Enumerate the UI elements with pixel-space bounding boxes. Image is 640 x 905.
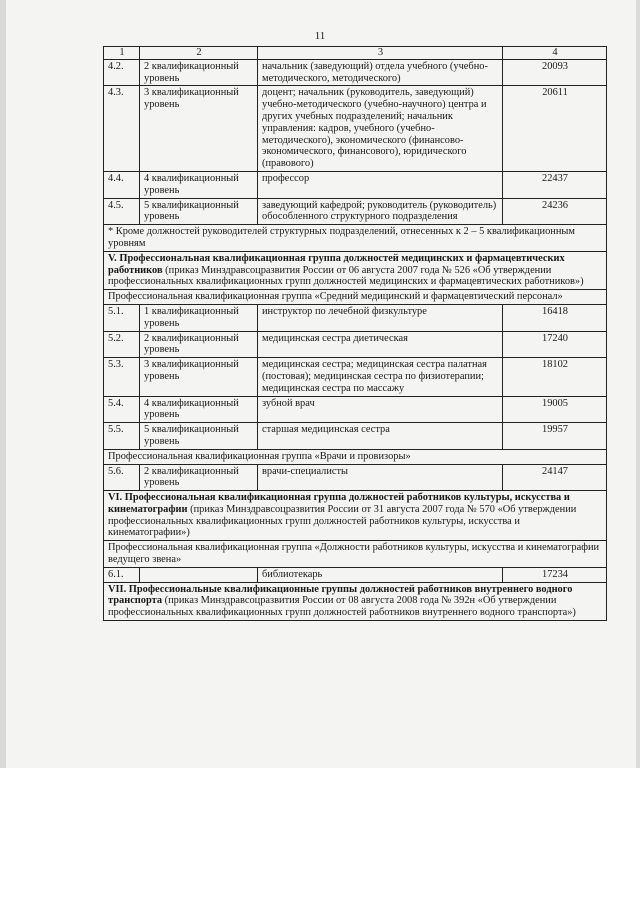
- position-title: библиотекарь: [258, 567, 503, 582]
- section-title: VII. Профессиональные квалификационные группы должностей работников внутреннего водного транспорта: [108, 583, 573, 607]
- position-title: доцент; начальник (руководитель, заведующий) учебно-методического (учебно-научного) центра и других учебных подразделений; начальник управления: кадров, учебного (учебно-методического), экономического (финансово-экономического, финансового), юридического (правового): [258, 86, 503, 172]
- qualification-level: 3 квалификационный уровень: [140, 358, 258, 396]
- salary-value: 20093: [503, 59, 607, 86]
- row-number: 6.1.: [104, 567, 140, 582]
- section-heading-row: [104, 491, 607, 541]
- salary-table: [103, 46, 607, 621]
- table-row: [104, 171, 607, 198]
- salary-value: 17234: [503, 567, 607, 582]
- qualification-level: 2 квалификационный уровень: [140, 464, 258, 491]
- group-heading: Профессиональная квалификационная группа «Врачи и провизоры»: [104, 449, 607, 464]
- header-cell: 2: [140, 47, 258, 60]
- table-row: [104, 304, 607, 331]
- row-number: 5.6.: [104, 464, 140, 491]
- salary-value: 19005: [503, 396, 607, 423]
- table-row: [104, 86, 607, 172]
- position-title: медицинская сестра диетическая: [258, 331, 503, 358]
- table-header-row: [104, 47, 607, 60]
- section-order-ref: (приказ Минздравсоцразвития России от 31 августа 2007 года № 570 «Об утверждении профессиональных квалификационных групп должностей работников культуры, искусства и кинематографии»): [108, 503, 577, 539]
- qualification-level: 5 квалификационный уровень: [140, 198, 258, 225]
- section-heading-row: [104, 251, 607, 289]
- footnote: * Кроме должностей руководителей структурных подразделений, отнесенных к 2 – 5 квалификационным уровням: [104, 225, 607, 252]
- table-row: [104, 331, 607, 358]
- qualification-level: 4 квалификационный уровень: [140, 396, 258, 423]
- salary-value: 18102: [503, 358, 607, 396]
- table-row: [104, 423, 607, 450]
- qualification-level: 2 квалификационный уровень: [140, 331, 258, 358]
- position-title: медицинская сестра; медицинская сестра палатная (постовая); медицинская сестра по физиотерапии; медицинская сестра по массажу: [258, 358, 503, 396]
- group-heading-row: [104, 290, 607, 305]
- header-cell: 1: [104, 47, 140, 60]
- salary-value: 19957: [503, 423, 607, 450]
- salary-value: 20611: [503, 86, 607, 172]
- table-row: [104, 567, 607, 582]
- section-order-ref: (приказ Минздравсоцразвития России от 08 августа 2008 года № 392н «Об утверждении профессиональных квалификационных групп должностей работников внутреннего водного транспорта»): [108, 595, 576, 619]
- table-row: [104, 198, 607, 225]
- page-number: 11: [314, 30, 326, 42]
- salary-value: 16418: [503, 304, 607, 331]
- section-title: VI. Профессиональная квалификационная группа должностей работников культуры, искусства и кинематографии: [108, 492, 570, 515]
- row-number: 4.4.: [104, 171, 140, 198]
- position-title: инструктор по лечебной физкультуре: [258, 304, 503, 331]
- section-title: V. Профессиональная квалификационная группа должностей медицинских и фармацевтических работников: [108, 252, 565, 276]
- section-heading: [104, 582, 607, 620]
- qualification-level: 3 квалификационный уровень: [140, 86, 258, 172]
- group-heading-row: [104, 541, 607, 568]
- qualification-level: 5 квалификационный уровень: [140, 423, 258, 450]
- table-row: [104, 464, 607, 491]
- row-number: 5.5.: [104, 423, 140, 450]
- section-heading: [104, 251, 607, 289]
- position-title: зубной врач: [258, 396, 503, 423]
- group-heading: Профессиональная квалификационная группа «Средний медицинский и фармацевтический персонал»: [104, 290, 607, 305]
- row-number: 4.5.: [104, 198, 140, 225]
- position-title: профессор: [258, 171, 503, 198]
- section-order-ref: (приказ Минздравсоцразвития России от 06 августа 2007 года № 526 «Об утверждении профессиональных квалификационных групп должностей медицинских и фармацевтических работников»): [108, 264, 584, 288]
- qualification-level: 2 квалификационный уровень: [140, 59, 258, 86]
- row-number: 5.4.: [104, 396, 140, 423]
- group-heading: Профессиональная квалификационная группа «Должности работников культуры, искусства и кинематографии ведущего звена»: [104, 541, 607, 568]
- table-row: [104, 358, 607, 396]
- qualification-level: 1 квалификационный уровень: [140, 304, 258, 331]
- position-title: старшая медицинская сестра: [258, 423, 503, 450]
- qualification-level: 4 квалификационный уровень: [140, 171, 258, 198]
- header-cell: 3: [258, 47, 503, 60]
- header-cell: 4: [503, 47, 607, 60]
- row-number: 4.2.: [104, 59, 140, 86]
- scan-edge-left: [0, 0, 6, 768]
- position-title: заведующий кафедрой; руководитель (руководитель) обособленного структурного подразделения: [258, 198, 503, 225]
- scan-edge-right: [636, 0, 640, 768]
- section-heading: [104, 491, 607, 541]
- table-row: [104, 396, 607, 423]
- position-title: начальник (заведующий) отдела учебного (учебно-методического, методического): [258, 59, 503, 86]
- row-number: 5.2.: [104, 331, 140, 358]
- qualification-level: [140, 567, 258, 582]
- row-number: 4.3.: [104, 86, 140, 172]
- row-number: 5.1.: [104, 304, 140, 331]
- position-title: врачи-специалисты: [258, 464, 503, 491]
- salary-value: 24147: [503, 464, 607, 491]
- group-heading-row: [104, 449, 607, 464]
- row-number: 5.3.: [104, 358, 140, 396]
- section-heading-row: [104, 582, 607, 620]
- salary-value: 22437: [503, 171, 607, 198]
- salary-value: 17240: [503, 331, 607, 358]
- table-row: [104, 59, 607, 86]
- salary-value: 24236: [503, 198, 607, 225]
- footnote-row: [104, 225, 607, 252]
